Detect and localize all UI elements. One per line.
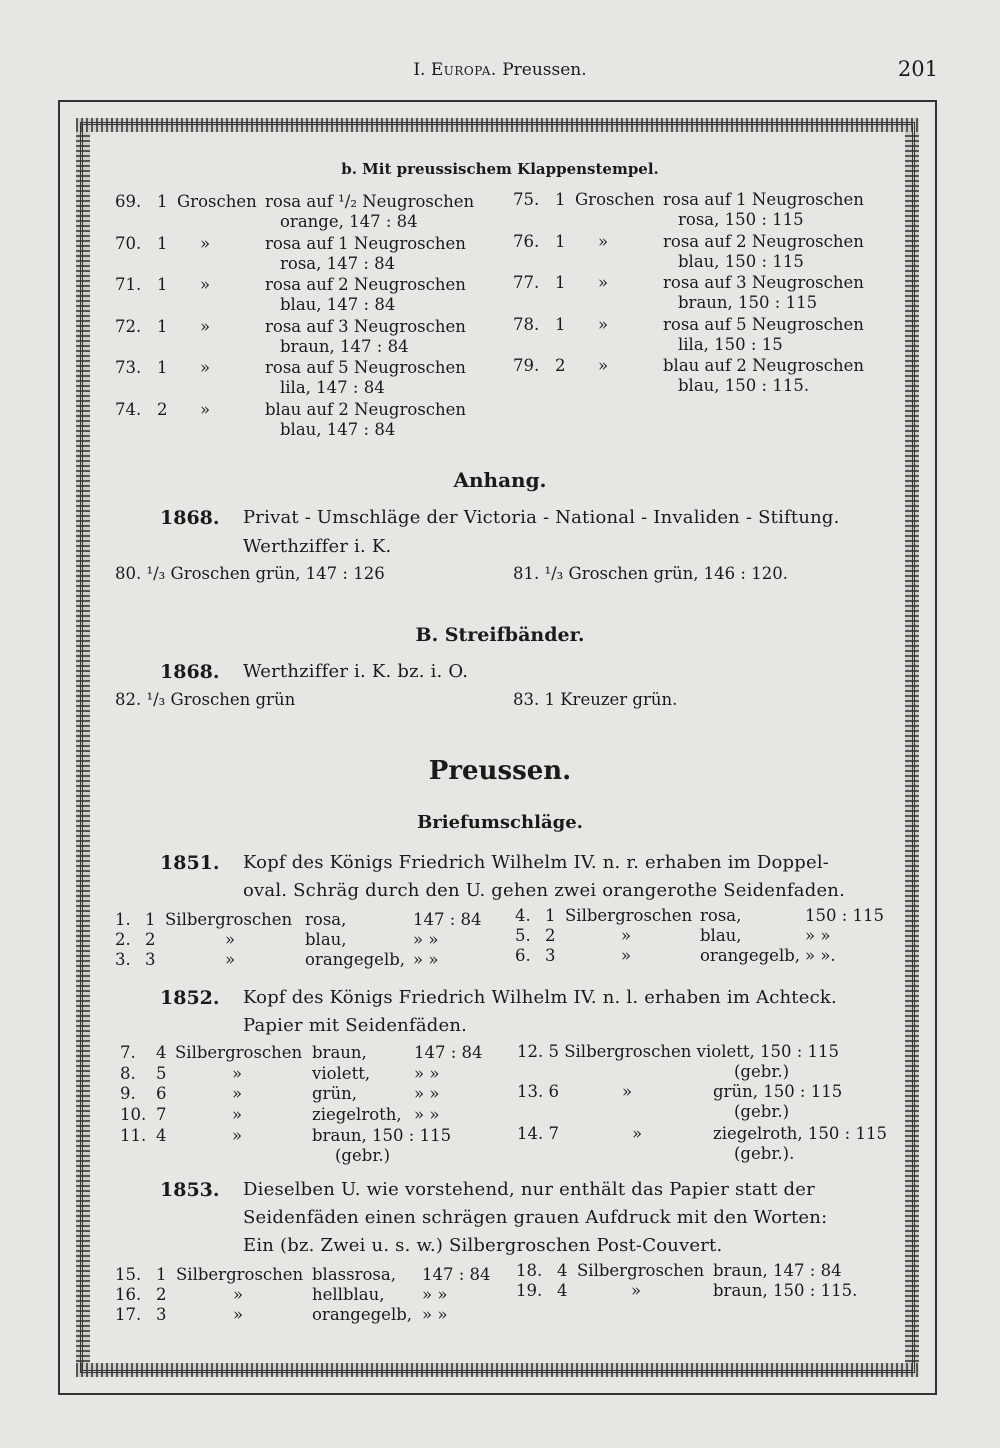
entry-number: 69. (115, 192, 142, 211)
entry-unit: » (232, 1084, 243, 1104)
entry-number: 10. (120, 1105, 147, 1125)
entry-value: » » (413, 950, 439, 969)
entry-unit: Silbergroschen (176, 1265, 304, 1284)
year-1853: 1853. (160, 1179, 220, 1201)
entry-unit: Groschen (575, 190, 655, 209)
entry-quantity: 1 (545, 906, 556, 925)
entry-quantity: 1 (145, 910, 156, 929)
entry-color-value: blau, 150 : 115 (678, 251, 804, 271)
entry-12: 12. 5 Silbergroschen violett, 150 : 115 (517, 1042, 840, 1061)
entry-number: 78. (513, 314, 540, 334)
entry-color: braun, 150 : 115. (713, 1281, 858, 1300)
entry-color: orangegelb, (312, 1305, 413, 1324)
entry-number: 7. (120, 1043, 136, 1062)
entry-unit: » (598, 356, 609, 375)
entry-quantity: 1 (157, 192, 168, 211)
streif-year: 1868. (160, 661, 220, 683)
header-section: I. (413, 60, 426, 80)
entry-number: 11. (120, 1125, 147, 1145)
entry-quantity: 1 (157, 233, 168, 253)
entry-unit: » (598, 273, 609, 292)
entry-color: blassrosa, (312, 1265, 396, 1284)
year-1852: 1852. (160, 987, 220, 1009)
anhang-year: 1868. (160, 507, 220, 529)
entry-color: blau, (305, 930, 347, 949)
entry-color-value: blau, 150 : 115. (678, 376, 810, 395)
entry-color-value: blau, 147 : 84 (280, 295, 396, 314)
entry-number: 79. (513, 356, 540, 375)
entry-number: 16. (115, 1285, 142, 1304)
entry-quantity: 2 (156, 1285, 167, 1304)
entry-number: 73. (115, 358, 142, 377)
entry-number: 71. (115, 275, 142, 294)
entry-color: ziegelroth, (312, 1105, 402, 1125)
entry-value: 147 : 84 (413, 910, 482, 929)
entry-unit: » (232, 1105, 243, 1125)
entry-unit: » (598, 314, 609, 334)
entry-value: » » (422, 1305, 448, 1324)
section-b-title: b. Mit preussischem Klappenstempel. (341, 160, 659, 178)
entry-14-gebr: (gebr.). (734, 1144, 795, 1163)
entry-description: rosa auf 3 Neugroschen (265, 316, 466, 336)
header-country: Preussen. (502, 60, 587, 80)
entry-unit: » (200, 275, 211, 294)
entry-quantity: 6 (156, 1084, 167, 1104)
entry-color-value: blau, 147 : 84 (280, 419, 396, 439)
entry-unit: » (631, 1281, 642, 1300)
entry-color: rosa, (700, 906, 742, 925)
entry-quantity: 1 (157, 316, 168, 336)
entry-14-num: 14. 7 (517, 1124, 559, 1143)
entry-number: 15. (115, 1265, 142, 1284)
entry-color: braun, 150 : 115 (312, 1125, 452, 1145)
entry-value: » » (414, 1084, 440, 1104)
entry-description: rosa auf 3 Neugroschen (663, 273, 864, 292)
streif-title: B. Streifbänder. (415, 624, 585, 646)
text-1851-b: oval. Schräg durch den U. gehen zwei orangerothe Seidenfaden. (243, 880, 846, 901)
entry-quantity: 3 (545, 946, 556, 965)
entry-13-ditto: » (622, 1082, 633, 1101)
entry-quantity: 7 (156, 1105, 167, 1125)
entry-unit: » (225, 930, 236, 949)
entry-unit: » (621, 926, 632, 945)
entry-quantity: 4 (557, 1281, 568, 1300)
entry-description: rosa auf 1 Neugroschen (663, 190, 864, 209)
header-title (0, 60, 1000, 80)
entry-color: braun, 147 : 84 (713, 1261, 842, 1280)
entry-description: blau auf 2 Neugroschen (663, 356, 865, 375)
entry-color-value: braun, 147 : 84 (280, 336, 409, 356)
entry-quantity: 3 (145, 950, 156, 969)
running-header (0, 57, 1000, 88)
entry-number: 76. (513, 231, 540, 251)
entry-color-value: braun, 150 : 115 (678, 293, 818, 312)
entry-number: 4. (515, 906, 531, 925)
entry-quantity: 1 (156, 1265, 167, 1284)
entry-unit: Silbergroschen (565, 906, 693, 925)
entry-number: 9. (120, 1084, 136, 1104)
entry-quantity: 1 (555, 273, 566, 292)
entry-color-value: rosa, 150 : 115 (678, 210, 804, 229)
entry-value: » » (805, 926, 831, 945)
page-number: 201 (897, 57, 938, 81)
entry-13-num: 13. 6 (517, 1082, 559, 1101)
entry-unit: Silbergroschen (165, 910, 293, 929)
anhang-line2: Werthziffer i. K. (243, 536, 392, 557)
entry-number: 17. (115, 1305, 142, 1324)
entry-number: 74. (115, 399, 142, 419)
entry-number: 77. (513, 273, 540, 292)
entry-unit: » (232, 1063, 243, 1083)
entry-14-color: ziegelroth, 150 : 115 (713, 1124, 887, 1143)
entry-value: » » (422, 1285, 448, 1304)
entry-value: » » (413, 930, 439, 949)
entry-value: » » (414, 1105, 440, 1125)
entry-quantity: 4 (156, 1125, 167, 1145)
entry-quantity: 1 (555, 190, 566, 209)
entry-quantity: 2 (157, 399, 168, 419)
entry-82: 82. ¹/₃ Groschen grün (115, 690, 296, 709)
entry-color: rosa, (305, 910, 347, 929)
year-1851: 1851. (160, 852, 220, 874)
entry-value: 150 : 115 (805, 906, 885, 925)
entry-unit: » (200, 399, 211, 419)
entry-13-gebr: (gebr.) (734, 1102, 790, 1121)
entry-color: hellblau, (312, 1285, 385, 1304)
entry-unit: » (225, 950, 236, 969)
streif-line: Werthziffer i. K. bz. i. O. (243, 661, 469, 682)
entry-unit: » (200, 233, 211, 253)
entry-quantity: 2 (555, 356, 566, 375)
entry-unit: » (200, 316, 211, 336)
entry-number: 5. (515, 926, 531, 945)
entry-number: 18. (516, 1261, 543, 1280)
entry-unit: » (200, 358, 211, 377)
entry-quantity: 1 (157, 275, 168, 294)
text-1851-a: Kopf des Königs Friedrich Wilhelm IV. n. r. erhaben im Doppel- (243, 852, 830, 873)
entry-color-value: rosa, 147 : 84 (280, 253, 396, 273)
entry-unit: » (598, 231, 609, 251)
entry-color: orangegelb, (305, 950, 406, 969)
entry-number: 6. (515, 946, 531, 965)
text-1853-a: Dieselben U. wie vorstehend, nur enthält das Papier statt der (243, 1179, 815, 1200)
entry-color: braun, (312, 1043, 367, 1062)
entry-color: grün, (312, 1084, 357, 1104)
briefumschlaege-title: Briefumschläge. (417, 812, 583, 833)
text-1853-c: Ein (bz. Zwei u. s. w.) Silbergroschen Post-Couvert. (243, 1235, 723, 1256)
entry-description: rosa auf 1 Neugroschen (265, 233, 466, 253)
entry-unit: » (233, 1305, 244, 1324)
entry-quantity: 2 (545, 926, 556, 945)
entry-quantity: 1 (555, 314, 566, 334)
entry-number: 1. (115, 910, 131, 929)
entry-description: rosa auf 2 Neugroschen (265, 275, 466, 294)
entry-81: 81. ¹/₃ Groschen grün, 146 : 120. (513, 564, 788, 583)
entry-unit: » (621, 946, 632, 965)
entry-quantity: 5 (156, 1063, 167, 1083)
entry-11-gebr: (gebr.) (335, 1146, 391, 1165)
entry-value: 147 : 84 (422, 1265, 491, 1284)
entry-value: » ». (805, 946, 836, 965)
entry-number: 72. (115, 316, 142, 336)
entry-description: rosa auf 5 Neugroschen (663, 314, 864, 334)
entry-80: 80. ¹/₃ Groschen grün, 147 : 126 (115, 564, 385, 583)
preussen-title: Preussen. (428, 756, 572, 786)
entry-value: 147 : 84 (414, 1043, 483, 1062)
entry-unit: Groschen (177, 192, 257, 211)
text-1852-b: Papier mit Seidenfäden. (243, 1015, 468, 1036)
text-1853-b: Seidenfäden einen schrägen grauen Aufdruck mit den Worten: (243, 1207, 828, 1228)
entry-quantity: 2 (145, 930, 156, 949)
entry-number: 2. (115, 930, 131, 949)
entry-value: » » (414, 1063, 440, 1083)
entry-13-color: grün, 150 : 115 (713, 1082, 843, 1101)
entry-quantity: 1 (157, 358, 168, 377)
entry-14-ditto: » (632, 1124, 643, 1143)
entry-color-value: orange, 147 : 84 (280, 212, 418, 231)
entry-83: 83. 1 Kreuzer grün. (513, 690, 678, 709)
entry-unit: Silbergroschen (175, 1043, 303, 1062)
entry-number: 8. (120, 1063, 136, 1083)
entry-number: 70. (115, 233, 142, 253)
header-region: Europa. (430, 60, 497, 80)
entry-color: violett, (312, 1063, 371, 1083)
entry-description: blau auf 2 Neugroschen (265, 399, 467, 419)
entry-number: 19. (516, 1281, 543, 1300)
anhang-title: Anhang. (453, 468, 547, 492)
entry-color: blau, (700, 926, 742, 945)
entry-color-value: lila, 147 : 84 (280, 378, 385, 397)
anhang-line1: Privat - Umschläge der Victoria - National - Invaliden - Stiftung. (243, 507, 840, 528)
entry-description: rosa auf 5 Neugroschen (265, 358, 466, 377)
entry-number: 3. (115, 950, 131, 969)
entry-color: orangegelb, (700, 946, 801, 965)
entry-quantity: 3 (156, 1305, 167, 1324)
entry-unit: » (232, 1125, 243, 1145)
entry-color-value: lila, 150 : 15 (678, 334, 783, 354)
text-1852-a: Kopf des Königs Friedrich Wilhelm IV. n. l. erhaben im Achteck. (243, 987, 837, 1008)
entry-unit: » (233, 1285, 244, 1304)
entry-quantity: 4 (557, 1261, 568, 1280)
entry-quantity: 1 (555, 231, 566, 251)
entry-unit: Silbergroschen (577, 1261, 705, 1280)
entry-description: rosa auf 2 Neugroschen (663, 231, 864, 251)
entry-description: rosa auf ¹/₂ Neugroschen (265, 192, 475, 211)
entry-number: 75. (513, 190, 540, 209)
entry-quantity: 4 (156, 1043, 167, 1062)
entry-12-gebr: (gebr.) (734, 1062, 790, 1081)
